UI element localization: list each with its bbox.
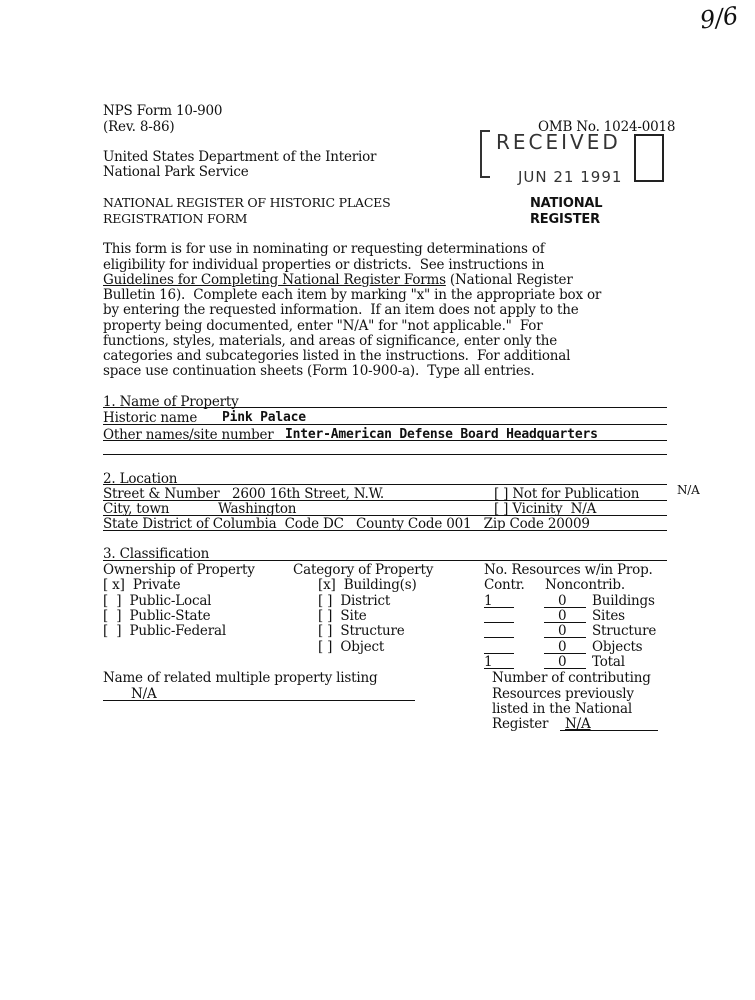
resource-type: Total bbox=[592, 654, 625, 670]
stamp-date: JUN 21 1991 bbox=[518, 168, 623, 186]
form-title: REGISTRATION FORM bbox=[103, 211, 248, 226]
intro-line-8: categories and subcategories listed in the instructions. For additional bbox=[103, 348, 571, 364]
stamp-received-text: RECEIVED bbox=[496, 130, 621, 154]
rule bbox=[103, 454, 667, 455]
category-district: [ ] District bbox=[318, 593, 391, 609]
category-building: [x] Building(s) bbox=[318, 577, 417, 593]
rule bbox=[544, 668, 586, 669]
section-1-heading: 1. Name of Property bbox=[103, 394, 239, 410]
category-site: [ ] Site bbox=[318, 608, 367, 624]
resource-type: Structure bbox=[592, 623, 657, 639]
stamp-register: REGISTER bbox=[530, 212, 600, 227]
rule bbox=[103, 560, 667, 561]
form-number: NPS Form 10-900 bbox=[103, 103, 223, 119]
previously-listed-value: N/A bbox=[565, 716, 591, 732]
category-structure: [ ] Structure bbox=[318, 623, 405, 639]
omb-number: OMB No. 1024-0018 bbox=[538, 119, 676, 135]
other-names-label: Other names/site number bbox=[103, 427, 274, 443]
intro-line-9: space use continuation sheets (Form 10-900-a). Type all entries. bbox=[103, 363, 535, 379]
resource-row bbox=[484, 623, 674, 639]
rule bbox=[103, 407, 667, 408]
noncontributing-count: 0 bbox=[558, 639, 567, 655]
historic-name-label: Historic name bbox=[103, 410, 198, 426]
intro-line-2: eligibility for individual properties or districts. See instructions in bbox=[103, 257, 545, 273]
intro-line-3-rest: (National Register bbox=[445, 272, 573, 288]
noncontributing-heading: Noncontrib. bbox=[545, 577, 625, 593]
city-label: City, town bbox=[103, 501, 170, 517]
ownership-public-local: [ ] Public-Local bbox=[103, 593, 212, 609]
noncontributing-count: 0 bbox=[558, 608, 567, 624]
rule bbox=[103, 700, 415, 701]
resource-type: Sites bbox=[592, 608, 625, 624]
multiple-listing-label: Name of related multiple property listing bbox=[103, 670, 378, 686]
resource-type: Buildings bbox=[592, 593, 655, 609]
rule bbox=[484, 637, 514, 638]
rule bbox=[103, 530, 667, 531]
street-label: Street & Number bbox=[103, 486, 220, 502]
guidelines-title: Guidelines for Completing National Register Forms bbox=[103, 272, 446, 288]
category-object: [ ] Object bbox=[318, 639, 385, 655]
rule bbox=[560, 730, 658, 731]
resources-heading: No. Resources w/in Prop. bbox=[484, 562, 653, 578]
intro-line-4: Bulletin 16). Complete each item by marking "x" in the appropriate box or bbox=[103, 287, 602, 303]
resource-row bbox=[484, 639, 674, 655]
intro-line-5: by entering the requested information. If an item does not apply to the bbox=[103, 302, 579, 318]
noncontributing-count: 0 bbox=[558, 654, 567, 670]
other-names-value: Inter-American Defense Board Headquarters bbox=[285, 427, 598, 442]
department-name: United States Department of the Interior bbox=[103, 149, 377, 165]
category-heading: Category of Property bbox=[293, 562, 434, 578]
handwritten-page-mark: 9/6 bbox=[698, 1, 740, 35]
stamp-d-box bbox=[634, 134, 664, 182]
section-3-heading: 3. Classification bbox=[103, 546, 210, 562]
stamp-bracket bbox=[480, 130, 490, 178]
ownership-public-state: [ ] Public-State bbox=[103, 608, 211, 624]
intro-line-6: property being documented, enter "N/A" for "not applicable." For bbox=[103, 318, 543, 334]
rule bbox=[103, 484, 667, 485]
contributing-count: 1 bbox=[484, 654, 493, 670]
ownership-heading: Ownership of Property bbox=[103, 562, 255, 578]
section-2-heading: 2. Location bbox=[103, 471, 178, 487]
historic-name-value: Pink Palace bbox=[222, 410, 306, 425]
received-stamp bbox=[480, 124, 665, 227]
previously-listed-line-1: Number of contributing bbox=[492, 670, 651, 686]
intro-line-1: This form is for use in nominating or requesting determinations of bbox=[103, 241, 545, 257]
previously-listed-line-4: Register bbox=[492, 716, 549, 732]
intro-line-3 bbox=[103, 272, 573, 288]
previously-listed-line-2: Resources previously bbox=[492, 686, 634, 702]
resource-row bbox=[484, 608, 674, 624]
vicinity: [ ] Vicinity N/A bbox=[494, 501, 597, 517]
resource-row bbox=[484, 654, 674, 670]
rule bbox=[103, 424, 667, 425]
not-for-publication-na: N/A bbox=[677, 483, 700, 497]
contributing-count: 1 bbox=[484, 593, 493, 609]
resource-type: Objects bbox=[592, 639, 643, 655]
contributing-heading: Contr. bbox=[484, 577, 525, 593]
stamp-national: NATIONAL bbox=[530, 196, 603, 211]
previously-listed-line-3: listed in the National bbox=[492, 701, 633, 717]
city-value: Washington bbox=[218, 501, 297, 517]
ownership-public-federal: [ ] Public-Federal bbox=[103, 623, 226, 639]
noncontributing-count: 0 bbox=[558, 593, 567, 609]
register-title: NATIONAL REGISTER OF HISTORIC PLACES bbox=[103, 195, 391, 210]
noncontributing-count: 0 bbox=[558, 623, 567, 639]
rule bbox=[103, 440, 667, 441]
ownership-private: [ x] Private bbox=[103, 577, 181, 593]
form-revision: (Rev. 8-86) bbox=[103, 119, 175, 135]
intro-line-7: functions, styles, materials, and areas of significance, enter only the bbox=[103, 333, 558, 349]
rule bbox=[484, 668, 514, 669]
street-value: 2600 16th Street, N.W. bbox=[232, 486, 384, 502]
state-line: State District of Columbia Code DC County Code 001 Zip Code 20009 bbox=[103, 516, 590, 532]
resource-row bbox=[484, 593, 674, 609]
service-name: National Park Service bbox=[103, 164, 249, 180]
rule bbox=[544, 637, 586, 638]
not-for-publication: [ ] Not for Publication bbox=[494, 486, 640, 502]
multiple-listing-value: N/A bbox=[131, 686, 157, 702]
